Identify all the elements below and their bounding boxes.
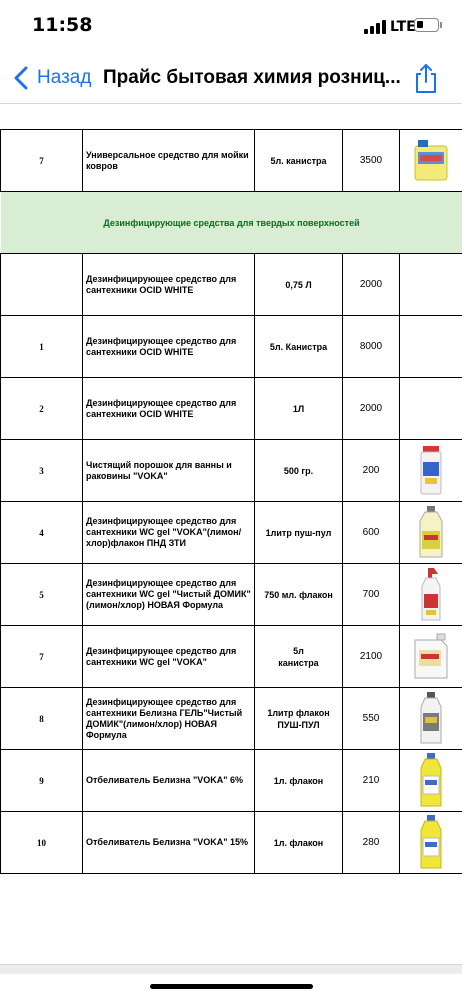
network-label: LTE — [390, 19, 416, 35]
product-name: Отбеливатель Белизна "VOKA" 15% — [83, 812, 255, 874]
signal-icon — [364, 20, 386, 34]
price: 2100 — [343, 626, 400, 688]
product-image — [400, 378, 462, 440]
battery-icon — [414, 18, 439, 32]
row-number: 5 — [1, 564, 83, 626]
row-number: 9 — [1, 750, 83, 812]
product-name: Отбеливатель Белизна "VOKA" 6% — [83, 750, 255, 812]
packaging: 0,75 Л — [255, 254, 343, 316]
table-row — [1, 254, 462, 316]
product-icon — [418, 566, 444, 624]
row-number: 10 — [1, 812, 83, 874]
price: 210 — [343, 750, 400, 812]
table-row — [1, 750, 462, 812]
table-row — [1, 812, 462, 874]
packaging: 1л. флакон — [255, 750, 343, 812]
row-number: 3 — [1, 440, 83, 502]
share-icon[interactable] — [412, 62, 440, 94]
table-row — [1, 316, 462, 378]
price: 8000 — [343, 316, 400, 378]
row-number: 1 — [1, 316, 83, 378]
product-image — [400, 502, 462, 564]
product-image — [400, 626, 462, 688]
packaging: 5л канистра — [255, 626, 343, 688]
packaging: 1литр флакон ПУШ-ПУЛ — [255, 688, 343, 750]
product-image — [400, 254, 462, 316]
price-table — [0, 129, 462, 874]
price: 200 — [343, 440, 400, 502]
product-image — [400, 750, 462, 812]
back-label: Назад — [37, 67, 92, 88]
table-row — [1, 130, 462, 192]
row-number — [1, 254, 83, 316]
price: 280 — [343, 812, 400, 874]
price: 2000 — [343, 378, 400, 440]
page-footer — [0, 964, 462, 974]
document-view[interactable] — [0, 104, 462, 964]
product-icon — [419, 444, 443, 498]
product-name: Дезинфицирующее средство для сантехники OCID WHITE — [83, 254, 255, 316]
product-icon — [418, 752, 444, 810]
chevron-left-icon — [12, 64, 34, 92]
product-icon — [416, 505, 446, 561]
product-image — [400, 688, 462, 750]
product-name: Дезинфицирующее средство для сантехники WC gel "Чистый ДОМИК"(лимон/хлор) НОВАЯ Формула — [83, 564, 255, 626]
product-icon — [418, 814, 444, 872]
table-row — [1, 626, 462, 688]
product-name: Дезинфицирующее средство для сантехники WC gel "VOKA" — [83, 626, 255, 688]
row-number: 2 — [1, 378, 83, 440]
status-bar — [0, 0, 462, 52]
battery-tip — [440, 22, 442, 28]
row-number: 8 — [1, 688, 83, 750]
row-number: 4 — [1, 502, 83, 564]
price: 700 — [343, 564, 400, 626]
packaging: 1л. флакон — [255, 812, 343, 874]
table-row — [1, 564, 462, 626]
row-number: 7 — [1, 626, 83, 688]
product-name: Дезинфицирующее средство для сантехники OCID WHITE — [83, 316, 255, 378]
table-row — [1, 440, 462, 502]
row-number: 7 — [1, 130, 83, 192]
product-name: Дезинфицирующее средство для сантехники Белизна ГЕЛЬ"Чистый ДОМИК"(лимон/хлор) НОВАЯ Формула — [83, 688, 255, 750]
product-image — [400, 812, 462, 874]
table-row — [1, 688, 462, 750]
product-name: Дезинфицирующее средство для сантехники WC gel "VOKA"(лимон/хлор)флакон ПНД ЗТИ — [83, 502, 255, 564]
packaging: 500 гр. — [255, 440, 343, 502]
product-name: Универсальное средство для мойки ковров — [83, 130, 255, 192]
status-time: 11:58 — [32, 14, 93, 36]
packaging: 750 мл. флакон — [255, 564, 343, 626]
product-image — [400, 440, 462, 502]
nav-bar — [0, 52, 462, 104]
section-header-row — [1, 192, 462, 254]
price: 3500 — [343, 130, 400, 192]
packaging: 1Л — [255, 378, 343, 440]
table-row — [1, 378, 462, 440]
packaging: 5л. канистра — [255, 130, 343, 192]
price: 600 — [343, 502, 400, 564]
page-title: Прайс бытовая химия розниц... — [103, 67, 401, 88]
product-icon — [412, 138, 450, 184]
price: 2000 — [343, 254, 400, 316]
price: 550 — [343, 688, 400, 750]
table-row — [1, 502, 462, 564]
product-name: Дезинфицирующее средство для сантехники OCID WHITE — [83, 378, 255, 440]
product-image — [400, 316, 462, 378]
back-button[interactable] — [12, 64, 91, 92]
home-indicator[interactable] — [150, 984, 313, 989]
product-image — [400, 130, 462, 192]
packaging: 5л. Канистра — [255, 316, 343, 378]
product-name: Чистящий порошок для ванны и раковины "VOKA" — [83, 440, 255, 502]
section-title: Дезинфицирующие средства для твердых поверхностей — [1, 192, 462, 254]
product-icon — [411, 632, 451, 682]
packaging: 1литр пуш-пул — [255, 502, 343, 564]
product-icon — [417, 691, 445, 747]
product-image — [400, 564, 462, 626]
